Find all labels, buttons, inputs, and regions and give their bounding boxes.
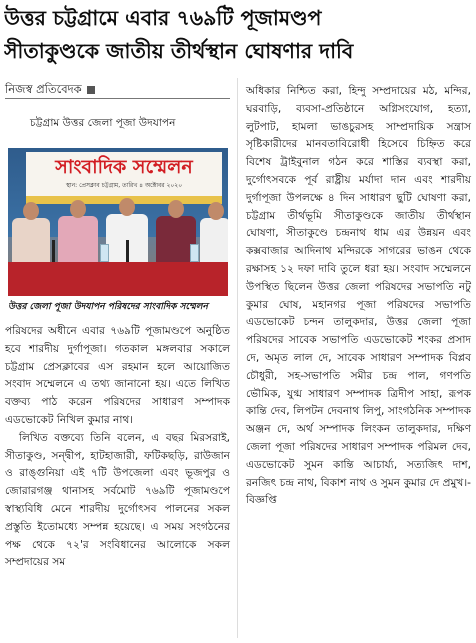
person-4-head [168,200,184,218]
person-3-head [119,198,135,216]
intro-line [30,115,230,133]
water-bottle [100,244,109,262]
person-5-head [208,202,224,220]
body-right-column [246,83,471,510]
conference-table [8,262,228,296]
person-2 [58,216,98,262]
water-bottle [190,244,199,262]
press-conference-photo [8,148,228,296]
byline-square-icon [87,86,95,94]
headline-line-2: সীতাকুণ্ডকে জাতীয় তীর্থস্থান ঘোষণার দাবি [4,39,354,63]
person-2-head [70,200,86,218]
headline [4,2,472,68]
microphone [126,240,129,262]
banner-subtitle: স্থান: প্রেসক্লাব চট্টগ্রাম, তারিখ ৪ অক্টোবর ২০২০ [65,182,183,189]
person-5 [200,218,228,262]
banner-title: সাংবাদিক সম্মেলন [55,156,193,178]
byline-divider [5,98,230,99]
body-paragraph: পরিষদের অধীনে এবার ৭৬৯টি পূজামণ্ডপে অনুষ্ঠিত হবে শারদীয় দুর্গাপূজা। গতকাল মঙ্গলবার সকালে চট্টগ্রাম প্রেসক্লাবের এস রহমান হলে আয়োজিত সংবাদ সম্মেলনে এ তথ্য জানানো হয়। এতে লিখিত বক্তব্য পাঠ করেন পরিষদের সাধারণ সম্পাদক এডভোকেট নিখিল কুমার নাথ। [5,325,230,426]
microphone [52,240,55,262]
person-1-head [23,202,39,220]
body-paragraph: অধিকার নিশ্চিত করা, হিন্দু সম্প্রদায়ের মঠ, মন্দির, ঘরবাড়ি, ব্যবসা-প্রতিষ্ঠানে অগ্নিসংযোগ, হত্যা, লুটপাট, হামলা ভাঙচুরসহ সাম্প্রদায়িক সন্ত্রাস সৃষ্টিকারীদের মানবতাবিরোধী হিসেবে চিহ্নিত করে বিশেষ ট্রাইবুনাল গঠন করে শাস্তির ব্যবস্থা করা, দুর্গোৎসবকে পূর্ব রাষ্ট্রীয় মর্যাদা দান এবং শারদীয় দুর্গাপূজা উপলক্ষে ৪ দিন সাধারণ ছুটি ঘোষণা করা, চট্টগ্রাম তীর্থভূমি সীতাকুণ্ডকে জাতীয় তীর্থস্থান ঘোষণা, সীতাকুণ্ডে চন্দ্রনাথ ধাম এর উন্নয়ন এবং কক্সবাজার আদিনাথ মন্দিরকে সাগরের ভাঙন থেকে রক্ষাসহ ১২ দফা দাবি তুলে ধরা হয়। সংবাদ সম্মেলনে উপস্থিত ছিলেন উত্তর জেলা পরিষদের সভাপতি নটু কুমার ঘোষ, মহানগর পূজা পরিষদের সভাপতি এডভোকেট চন্দন তালুকদার, উত্তর জেলা পূজা পরিষদের সাবেক সভাপতি এডভোকেট শংকর প্রসাদ দে, অমৃত লাল দে, সাবেক সাধারণ সম্পাদক বিপ্লব চৌধুরী, সহ-সভাপতি সমীর চন্দ্র পাল, গণপতি ভৌমিক, যুগ্ম সাধারণ সম্পাদক ত্রিদীপ সাহা, রূপক কান্তি দেব, লিপটন দেবনাথ লিপু, সাংগঠনিক সম্পাদক অঞ্জন দে, অর্থ সম্পাদক লিংকন তালুকদার, দক্ষিণ জেলা পূজা পরিষদের সাধারণ সম্পাদক পরিমল দেব, এডভোকেট সুমন কান্তি আচার্য্য, সত্যজিৎ দাশ, রনজিৎ চন্দ্র নাথ, বিকাশ নাথ ও সুমন কুমার দে প্রমুখ।-বিজ্ঞপ্তি [246,85,471,507]
photo-banner [26,152,222,204]
person-1 [12,218,50,262]
body-left-column [5,323,230,572]
intro-text: চট্টগ্রাম উত্তর জেলা পূজা উদযাপন [30,117,176,129]
body-paragraph: লিখিত বক্তব্যে তিনি বলেন, এ বছর মিরসরাই, সীতাকুণ্ড, সন্দ্বীপ, হাটহাজারী, ফটিকছড়ি, রাউজান ও রাঙ্গুনিয়া এই ৭টি উপজেলা এবং ভূজপুর ও জোরারগঞ্জ থানাসহ সর্বমোট ৭৬৯টি পূজামণ্ডপে স্বাস্থ্যবিধি মেনে শারদীয় দুর্গোৎসব পালনের সকল প্রস্তুতি ইতোমধ্যে সম্পন্ন হয়েছে। এ সময় সংগঠনের পক্ষ থেকে ৭২'র সংবিধানের আলোকে সকল সম্প্রদায়ের সম [5,431,230,569]
column-divider [237,78,238,638]
byline-text: নিজস্ব প্রতিবেদক [5,82,82,96]
headline-line-1: উত্তর চট্টগ্রামে এবার ৭৬৯টি পূজামণ্ডপ [4,6,322,30]
photo-caption: উত্তর জেলা পূজা উদযাপন পরিষদের সাংবাদিক সম্মেলন [8,302,208,312]
